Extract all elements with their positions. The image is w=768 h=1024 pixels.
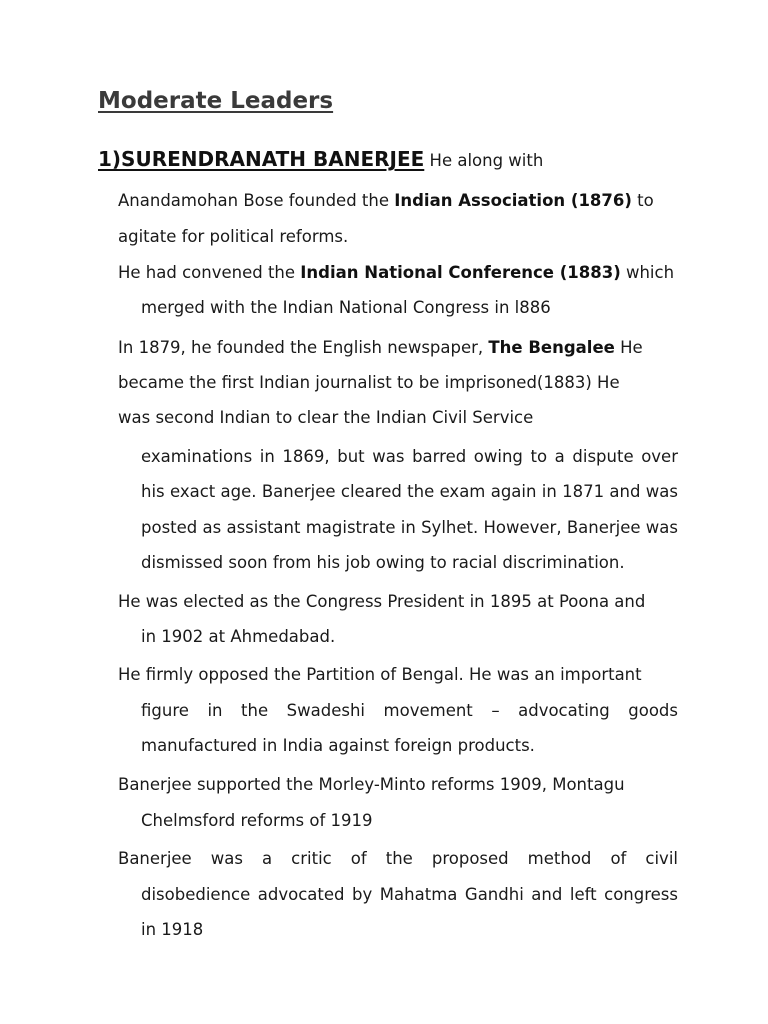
text-line: Anandamohan Bose founded the Indian Association (1876) to: [118, 191, 654, 210]
text-line: became the first Indian journalist to be imprisoned(1883) He: [118, 373, 620, 392]
text-line: manufactured in India against foreign products.: [141, 736, 535, 755]
text-line: agitate for political reforms.: [118, 227, 349, 246]
text-line: dismissed soon from his job owing to racial discrimination.: [141, 553, 625, 572]
text-line: his exact age. Banerjee cleared the exam again in 1871 and was: [141, 482, 678, 501]
text-line: Chelmsford reforms of 1919: [141, 811, 373, 830]
text-line: merged with the Indian National Congress in l886: [141, 298, 551, 317]
text-line: in 1902 at Ahmedabad.: [141, 627, 336, 646]
leader-name: 1)SURENDRANATH BANERJEE: [98, 147, 425, 171]
bullet-line: In 1879, he founded the English newspaper, The Bengalee He: [118, 338, 643, 357]
text-line: examinations in 1869, but was barred owing to a dispute over: [141, 447, 678, 466]
text-line: in 1918: [141, 920, 204, 939]
bullet-line: He was elected as the Congress President in 1895 at Poona and: [118, 592, 646, 611]
bullet-line: He firmly opposed the Partition of Bengal. He was an important: [118, 665, 642, 684]
bullet-line: Banerjee was a critic of the proposed method of civil: [118, 849, 678, 868]
bullet-line: He had convened the Indian National Conference (1883) which: [118, 263, 675, 282]
text-line: posted as assistant magistrate in Sylhet. However, Banerjee was: [141, 518, 678, 537]
section-heading: 1)SURENDRANATH BANERJEE He along with: [98, 147, 544, 171]
page-title: Moderate Leaders: [98, 88, 334, 114]
text-line: was second Indian to clear the Indian Civil Service: [118, 408, 534, 427]
bullet-line: Banerjee supported the Morley-Minto reforms 1909, Montagu: [118, 775, 625, 794]
text-line: figure in the Swadeshi movement – advocating goods: [141, 701, 678, 720]
text-line: disobedience advocated by Mahatma Gandhi and left congress: [141, 885, 678, 904]
